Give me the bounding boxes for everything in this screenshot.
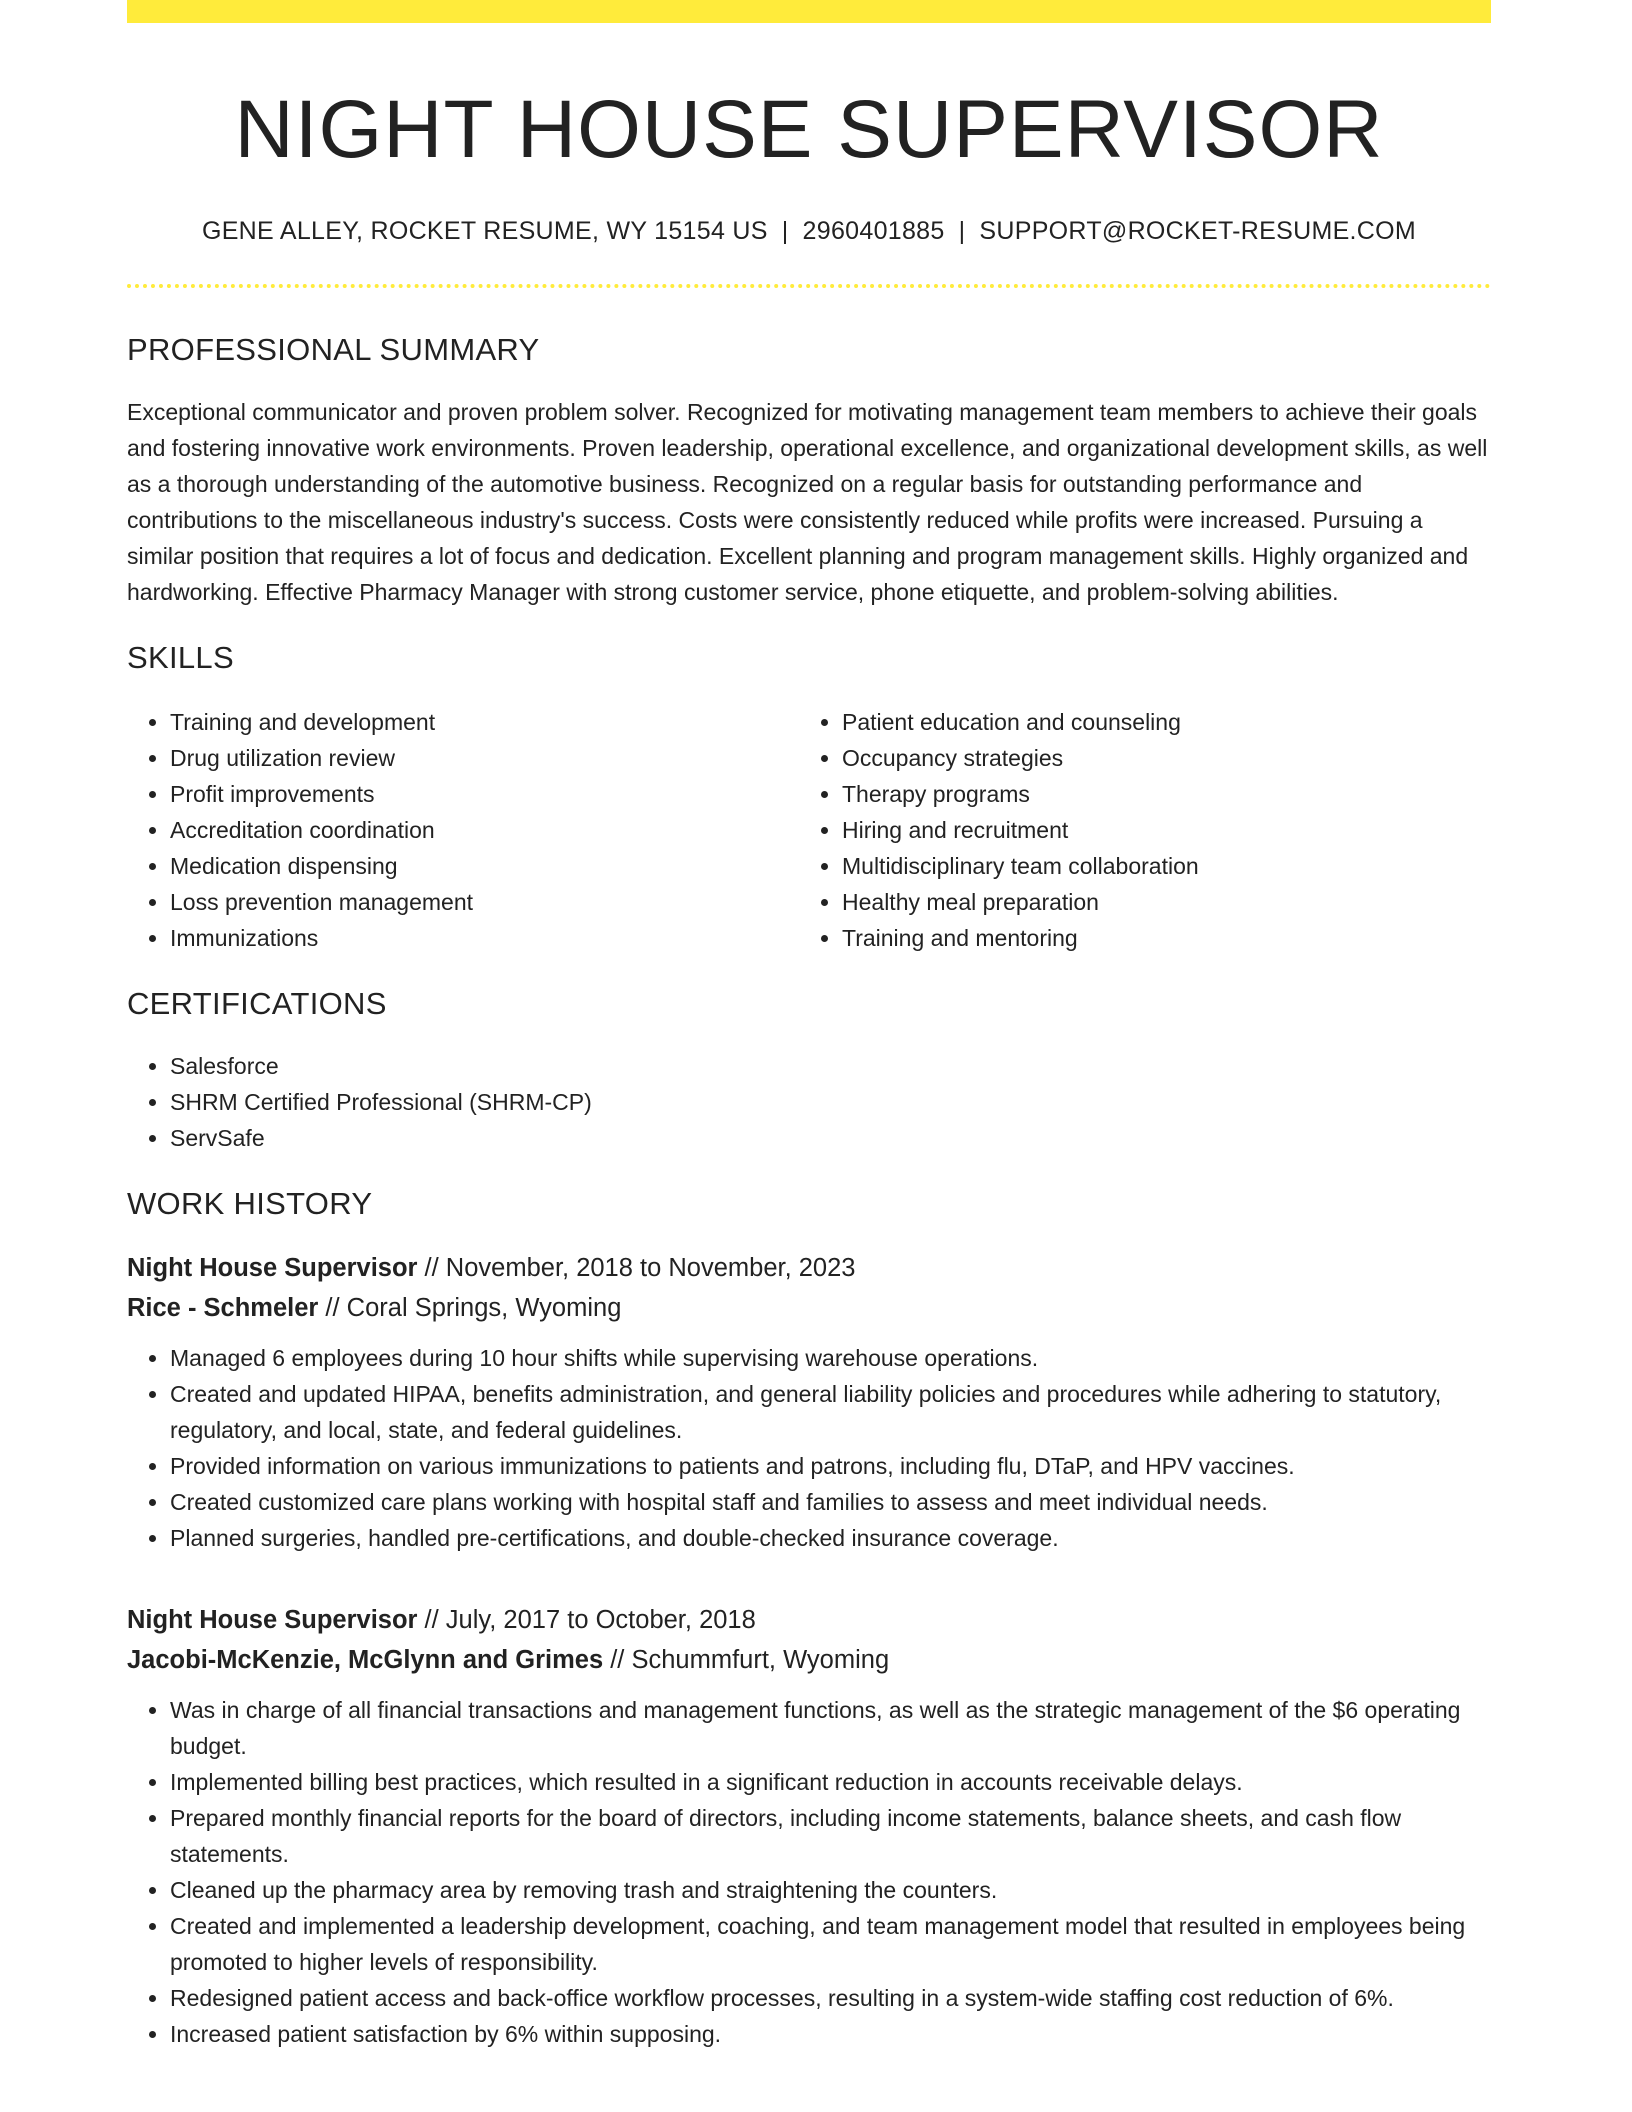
contact-phone: 2960401885 <box>802 217 945 246</box>
certification-item: • ServSafe <box>170 1120 1491 1156</box>
certification-item: • Salesforce <box>170 1048 1491 1084</box>
skill-item: • Hiring and recruitment <box>842 812 1471 848</box>
job-entry <box>127 1248 1491 1556</box>
certification-item: • SHRM Certified Professional (SHRM-CP) <box>170 1084 1491 1120</box>
job-role-line <box>127 1600 1491 1640</box>
skills-heading: SKILLS <box>127 640 234 676</box>
skill-item: • Immunizations <box>170 920 799 956</box>
certifications-list <box>127 1048 1491 1156</box>
job-entry <box>127 1600 1491 2052</box>
job-bullet: • Managed 6 employees during 10 hour shifts while supervising warehouse operations. <box>170 1340 1491 1376</box>
skill-item: • Patient education and counseling <box>842 704 1471 740</box>
job-bullets <box>127 1692 1491 2052</box>
skill-item: • Multidisciplinary team collaboration <box>842 848 1471 884</box>
job-bullet: • Created customized care plans working with hospital staff and families to assess and meet individual needs. <box>170 1484 1491 1520</box>
accent-bar <box>127 0 1491 23</box>
job-bullet: • Planned surgeries, handled pre-certifications, and double-checked insurance coverage. <box>170 1520 1491 1556</box>
skill-item: • Loss prevention management <box>170 884 799 920</box>
job-bullet: • Prepared monthly financial reports for the board of directors, including income statements, balance sheets, and cash flow statements. <box>170 1800 1491 1872</box>
summary-text: Exceptional communicator and proven problem solver. Recognized for motivating management team members to achieve their goals and fostering innovative work environments. Proven leadership, operational excellence, and organizational development skills, as well as a thorough understanding of the automotive business. Recognized on a regular basis for outstanding performance and contributions to the miscellaneous industry's success. Costs were consistently reduced while profits were increased. Pursuing a similar position that requires a lot of focus and dedication. Excellent planning and program management skills. Highly organized and hardworking. Effective Pharmacy Manager with strong customer service, phone etiquette, and problem-solving abilities. <box>127 399 1488 606</box>
skill-item: • Profit improvements <box>170 776 799 812</box>
skills-columns <box>127 704 1491 956</box>
skill-item: • Training and mentoring <box>842 920 1471 956</box>
skill-item: • Medication dispensing <box>170 848 799 884</box>
summary-heading: PROFESSIONAL SUMMARY <box>127 332 540 368</box>
resume-title: NIGHT HOUSE SUPERVISOR <box>234 84 1384 175</box>
job-bullet: • Redesigned patient access and back-office workflow processes, resulting in a system-wide staffing cost reduction of 6%. <box>170 1980 1491 2016</box>
contact-email[interactable]: SUPPORT@ROCKET-RESUME.COM <box>979 217 1417 246</box>
job-role-line <box>127 1248 1491 1288</box>
skill-item: • Accreditation coordination <box>170 812 799 848</box>
job-bullet: • Increased patient satisfaction by 6% within supposing. <box>170 2016 1491 2052</box>
job-bullet: • Implemented billing best practices, which resulted in a significant reduction in accounts receivable delays. <box>170 1764 1491 1800</box>
job-dates: // November, 2018 to November, 2023 <box>417 1254 856 1283</box>
skill-item: • Healthy meal preparation <box>842 884 1471 920</box>
job-company-line <box>127 1640 1491 1680</box>
skills-list-left <box>127 704 799 956</box>
skill-item: • Occupancy strategies <box>842 740 1471 776</box>
job-bullet: • Created and updated HIPAA, benefits administration, and general liability policies and procedures while adhering to statutory, regulatory, and local, state, and federal guidelines. <box>170 1376 1491 1448</box>
job-bullet: • Cleaned up the pharmacy area by removing trash and straightening the counters. <box>170 1872 1491 1908</box>
job-location: // Schummfurt, Wyoming <box>603 1646 890 1675</box>
job-bullet: • Provided information on various immunizations to patients and patrons, including flu, DTaP, and HPV vaccines. <box>170 1448 1491 1484</box>
job-bullets <box>127 1340 1491 1556</box>
contact-separator: | <box>781 217 789 246</box>
contact-line <box>127 217 1491 246</box>
job-dates: // July, 2017 to October, 2018 <box>417 1606 756 1635</box>
job-role: Night House Supervisor <box>127 1606 418 1635</box>
contact-separator: | <box>958 217 966 246</box>
skills-list-right <box>799 704 1471 956</box>
job-bullet: • Created and implemented a leadership development, coaching, and team management model that resulted in employees being promoted to higher levels of responsibility. <box>170 1908 1491 1980</box>
work-history-heading: WORK HISTORY <box>127 1186 373 1222</box>
dotted-divider <box>127 284 1491 288</box>
certifications-heading: CERTIFICATIONS <box>127 986 387 1022</box>
job-company: Rice - Schmeler <box>127 1294 319 1323</box>
contact-address: GENE ALLEY, ROCKET RESUME, WY 15154 US <box>201 217 768 246</box>
skill-item: • Drug utilization review <box>170 740 799 776</box>
job-location: // Coral Springs, Wyoming <box>318 1294 622 1323</box>
job-company: Jacobi-McKenzie, McGlynn and Grimes <box>127 1646 604 1675</box>
job-bullet: • Was in charge of all financial transactions and management functions, as well as the strategic management of the $6 operating budget. <box>170 1692 1491 1764</box>
job-company-line <box>127 1288 1491 1328</box>
skill-item: • Therapy programs <box>842 776 1471 812</box>
skill-item: • Training and development <box>170 704 799 740</box>
resume-page <box>127 0 1491 2052</box>
job-role: Night House Supervisor <box>127 1254 418 1283</box>
